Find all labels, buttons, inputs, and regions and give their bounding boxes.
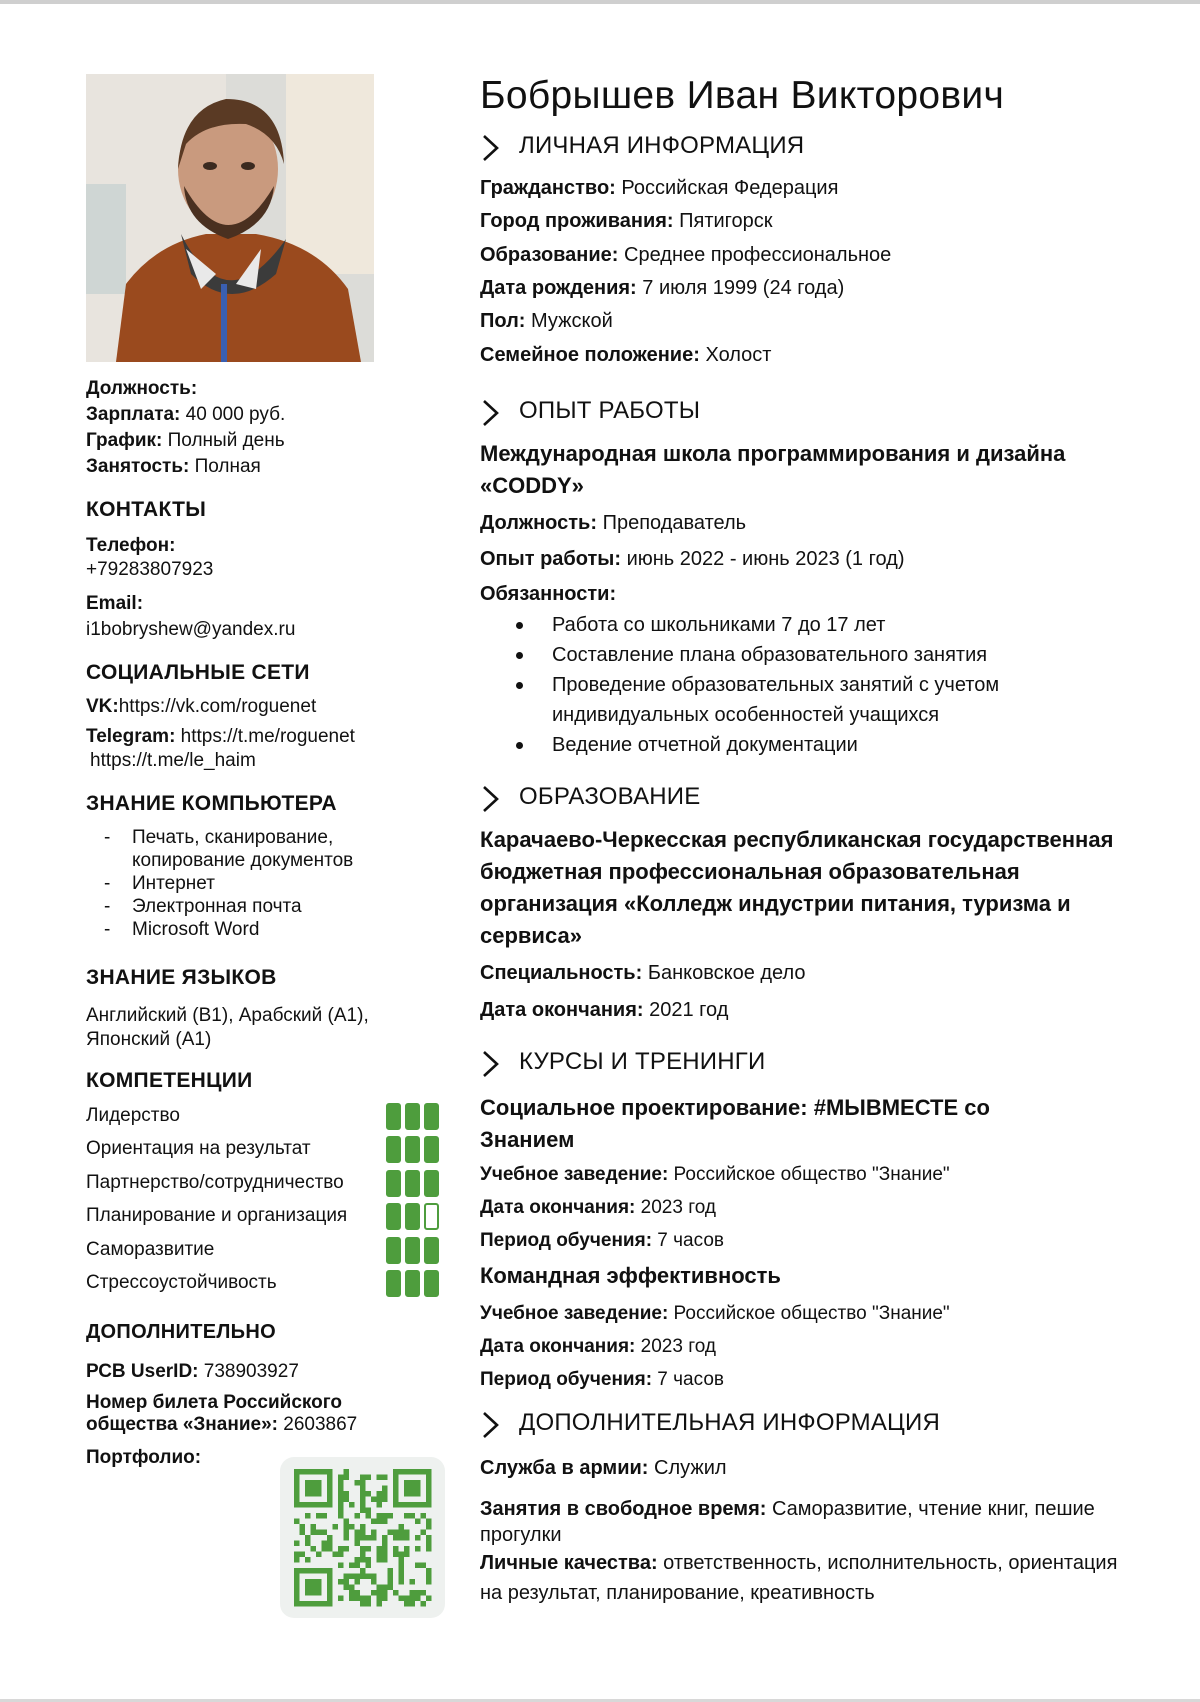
level-bar-filled xyxy=(386,1136,401,1163)
competency-level xyxy=(386,1270,443,1297)
telegram-row: Telegram: https://t.me/roguenet xyxy=(86,726,355,747)
personal-row: Образование: Среднее профессиональное xyxy=(480,243,892,266)
competency-label: Ориентация на результат xyxy=(86,1138,311,1160)
competencies-heading-block xyxy=(86,1069,466,1093)
competency-row xyxy=(86,1201,506,1235)
education-specialty: Специальность: Банковское дело xyxy=(480,962,806,984)
additional-heading: ДОПОЛНИТЕЛЬНАЯ ИНФОРМАЦИЯ xyxy=(519,1409,940,1436)
summary-salary: Зарплата: 40 000 руб. xyxy=(86,404,286,425)
personal-row: Пол: Мужской xyxy=(480,310,613,333)
personal-heading: ЛИЧНАЯ ИНФОРМАЦИЯ xyxy=(519,132,805,159)
level-bar-filled xyxy=(405,1170,420,1197)
telegram-link-1[interactable]: https://t.me/roguenet xyxy=(175,726,355,747)
competency-row xyxy=(86,1235,506,1269)
competency-label: Планирование и организация xyxy=(86,1205,348,1227)
level-bar-filled xyxy=(405,1203,420,1230)
languages-text: Английский (B1), Арабский (A1), Японский (A1) xyxy=(86,1005,369,1050)
level-bar-filled xyxy=(386,1203,401,1230)
competency-level xyxy=(386,1103,443,1130)
personal-row: Город проживания: Пятигорск xyxy=(480,210,773,233)
competency-row xyxy=(86,1101,506,1135)
summary-position: Должность: xyxy=(86,378,198,399)
duty-item: Проведение образовательных занятий с учетом индивидуальных особенностей учащихся xyxy=(516,670,1116,730)
competency-level xyxy=(386,1203,443,1230)
chevron-right-icon xyxy=(480,1409,502,1441)
competency-label: Стрессоустойчивость xyxy=(86,1272,277,1293)
personal-row: Дата рождения: 7 июля 1999 (24 года) xyxy=(480,276,845,299)
contacts-heading: КОНТАКТЫ xyxy=(86,498,207,521)
level-bar-empty xyxy=(424,1203,439,1230)
army-row: Служба в армии: Служил xyxy=(480,1457,727,1479)
level-bar-filled xyxy=(424,1270,439,1297)
computer-section xyxy=(86,792,466,941)
hobby-row: Занятия в свободное время: Саморазвитие, чтение книг, пешие прогулки xyxy=(480,1498,1095,1546)
personal-row: Гражданство: Российская Федерация xyxy=(480,177,839,199)
duties-label: Обязанности: xyxy=(480,583,617,605)
duties-list xyxy=(516,610,1116,760)
education-heading: ОБРАЗОВАНИЕ xyxy=(519,783,701,810)
qualities-row: Личные качества: ответственность, исполнительность, ориентация на результат, планирование, креативность xyxy=(480,1552,1118,1604)
experience-heading: ОПЫТ РАБОТЫ xyxy=(519,397,701,424)
summary-employment: Занятость: Полная xyxy=(86,456,261,477)
extra-heading: ДОПОЛНИТЕЛЬНО xyxy=(86,1321,276,1343)
top-border xyxy=(0,0,1200,4)
competency-row xyxy=(86,1268,506,1302)
level-bar-filled xyxy=(424,1136,439,1163)
extra-section xyxy=(86,1320,466,1470)
course-1-school: Учебное заведение: Российское общество "Знание" xyxy=(480,1164,950,1185)
social-section xyxy=(86,661,466,773)
profile-photo xyxy=(86,74,374,362)
competencies-heading: КОМПЕТЕНЦИИ xyxy=(86,1069,253,1092)
course-2-school: Учебное заведение: Российское общество "Знание" xyxy=(480,1303,950,1324)
level-bar-filled xyxy=(424,1237,439,1264)
level-bar-filled xyxy=(424,1103,439,1130)
course-2-end: Дата окончания: 2023 год xyxy=(480,1336,716,1357)
portfolio-label: Портфолио: xyxy=(86,1447,202,1468)
personal-row: Семейное положение: Холост xyxy=(480,343,772,366)
email-label: Email: xyxy=(86,593,144,614)
experience-org: Международная школа программирования и дизайна «CODDY» xyxy=(480,441,1066,498)
experience-position: Должность: Преподаватель xyxy=(480,512,747,534)
course-1-period: Период обучения: 7 часов xyxy=(480,1230,724,1251)
summary-block xyxy=(86,376,456,480)
duty-item: Работа со школьниками 7 до 17 лет xyxy=(516,610,1116,640)
chevron-right-icon xyxy=(480,783,502,815)
summary-schedule: График: Полный день xyxy=(86,430,285,451)
competency-level xyxy=(386,1170,443,1197)
competency-level xyxy=(386,1237,443,1264)
phone-value[interactable]: +79283807923 xyxy=(86,559,214,580)
duty-item: Составление плана образовательного занятия xyxy=(516,640,1116,670)
education-end: Дата окончания: 2021 год xyxy=(480,999,729,1021)
computer-list xyxy=(86,826,416,941)
level-bar-filled xyxy=(386,1103,401,1130)
computer-skill-item: - Microsoft Word xyxy=(86,918,416,941)
ticket-row: Номер билета Российского общества «Знание»: 2603867 xyxy=(86,1392,358,1435)
languages-section xyxy=(86,966,466,1052)
competency-level xyxy=(386,1136,443,1163)
courses-heading: КУРСЫ И ТРЕНИНГИ xyxy=(519,1048,766,1075)
computer-skill-item: - Печать, сканирование, копирование документов xyxy=(86,826,416,872)
vk-link[interactable]: https://vk.com/roguenet xyxy=(118,696,317,717)
rsv-row: РСВ UserID: 738903927 xyxy=(86,1361,299,1382)
competency-label: Саморазвитие xyxy=(86,1238,215,1260)
level-bar-filled xyxy=(386,1270,401,1297)
computer-heading: ЗНАНИЕ КОМПЬЮТЕРА xyxy=(86,792,337,815)
level-bar-filled xyxy=(405,1103,420,1130)
duty-item: Ведение отчетной документации xyxy=(516,730,1116,760)
languages-heading: ЗНАНИЕ ЯЗЫКОВ xyxy=(86,966,277,989)
experience-period: Опыт работы: июнь 2022 - июнь 2023 (1 год) xyxy=(480,548,905,570)
competency-label: Партнерство/сотрудничество xyxy=(86,1171,344,1193)
level-bar-filled xyxy=(386,1237,401,1264)
chevron-right-icon xyxy=(480,1048,502,1080)
social-heading: СОЦИАЛЬНЫЕ СЕТИ xyxy=(86,661,310,684)
level-bar-filled xyxy=(405,1270,420,1297)
telegram-link-2[interactable]: https://t.me/le_haim xyxy=(90,750,256,771)
course-1-title: Социальное проектирование: #МЫВМЕСТЕ со Знанием xyxy=(480,1095,990,1152)
competency-row xyxy=(86,1134,506,1168)
level-bar-filled xyxy=(424,1170,439,1197)
contacts-section xyxy=(86,498,466,642)
course-2-period: Период обучения: 7 часов xyxy=(480,1369,724,1390)
competency-label: Лидерство xyxy=(86,1105,180,1126)
computer-skill-item: - Интернет xyxy=(86,872,416,895)
full-name: Бобрышев Иван Викторович xyxy=(480,74,1005,117)
level-bar-filled xyxy=(386,1170,401,1197)
course-1-end: Дата окончания: 2023 год xyxy=(480,1197,716,1218)
level-bar-filled xyxy=(405,1237,420,1264)
computer-skill-item: - Электронная почта xyxy=(86,895,416,918)
education-org: Карачаево-Черкесская республиканская государственная бюджетная профессиональная образовательная организация «Колледж индустрии питания, туризма и сервиса» xyxy=(480,827,1114,948)
chevron-right-icon xyxy=(480,132,502,164)
chevron-right-icon xyxy=(480,397,502,429)
vk-row: VK:https://vk.com/roguenet xyxy=(86,696,317,717)
portfolio-qr-code[interactable] xyxy=(280,1457,445,1618)
competency-row xyxy=(86,1168,506,1202)
email-value[interactable]: i1bobryshew@yandex.ru xyxy=(86,619,296,640)
phone-label: Телефон: xyxy=(86,535,176,556)
level-bar-filled xyxy=(405,1136,420,1163)
course-2-title: Командная эффективность xyxy=(480,1263,781,1288)
